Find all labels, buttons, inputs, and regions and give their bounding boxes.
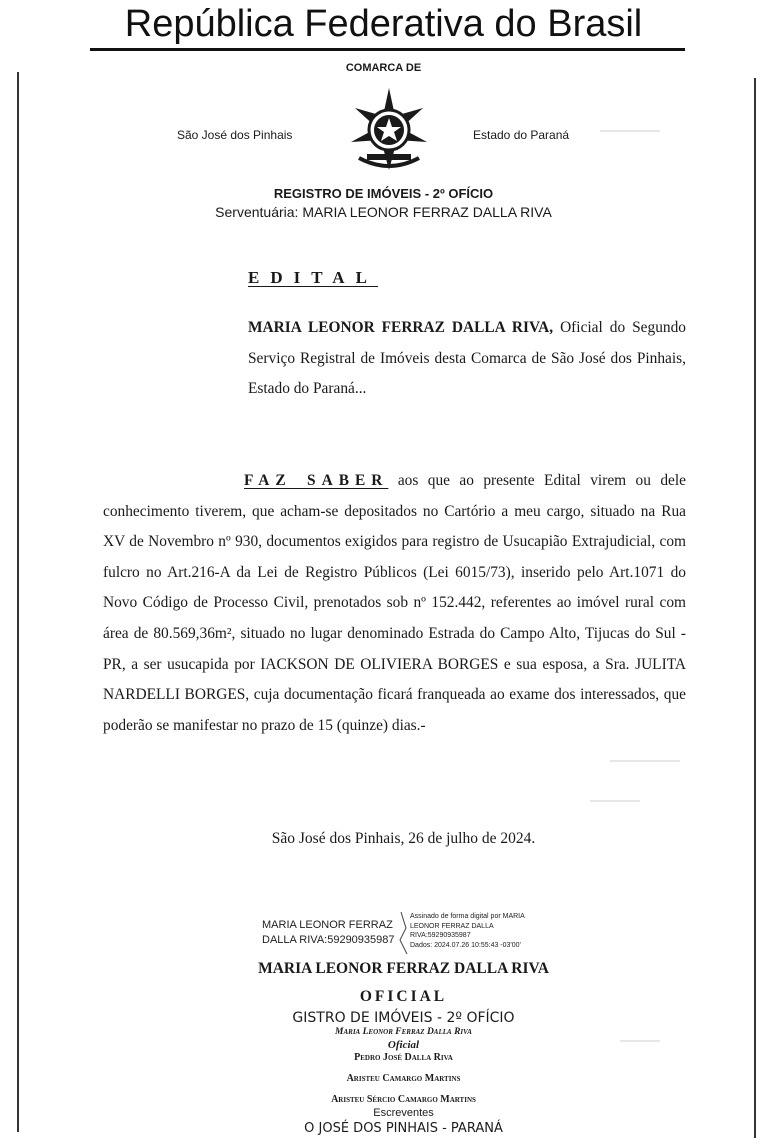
comarca-label: COMARCA DE <box>345 62 422 74</box>
sig-detail-line: Dados: 2024.07.26 10:55:43 -03'00' <box>410 941 521 949</box>
sig-detail-line: Assinado de forma digital por MARIA <box>410 913 525 920</box>
city-name: São José dos Pinhais <box>177 128 293 142</box>
stamp-officer-name: Maria Leonor Ferraz Dalla Riva <box>335 1027 472 1037</box>
date-line: São José dos Pinhais, 26 de julho de 2024. <box>271 830 536 847</box>
stamp-office: GISTRO DE IMÓVEIS - 2º OFÍCIO <box>292 1010 515 1026</box>
intro-text: Oficial do Segundo Serviço Registral de Imóveis desta Comarca de São José dos Pinhais, Estado do Paraná... <box>248 319 686 397</box>
registrar-line: Serventuária: MARIA LEONOR FERRAZ DALLA RIVA <box>215 204 552 220</box>
signer-line-1: MARIA LEONOR FERRAZ <box>262 919 393 931</box>
sig-detail-line: LEONOR FERRAZ DALLA <box>410 922 494 930</box>
sig-detail-line: RIVA:59290935987 <box>410 932 471 939</box>
officer-name: MARIA LEONOR FERRAZ DALLA RIVA <box>258 960 549 977</box>
stamp-clerk-1: Pedro José Dalla Riva <box>354 1052 453 1063</box>
digital-signature-details <box>410 912 525 950</box>
edital-heading: EDITAL <box>248 268 378 287</box>
stamp-clerk-3: Aristeu Sércio Camargo Martins <box>331 1094 476 1105</box>
title-underline <box>90 48 685 51</box>
digital-signer-name <box>262 918 395 948</box>
stamp-city: O JOSÉ DOS PINHAIS - PARANÁ <box>304 1121 503 1136</box>
officer-name-inline: MARIA LEONOR FERRAZ DALLA RIVA, <box>248 319 554 336</box>
coat-of-arms-icon <box>345 86 433 174</box>
scan-noise <box>590 800 640 802</box>
scan-noise <box>610 760 680 762</box>
scan-noise <box>600 130 660 132</box>
document-title: República Federativa do Brasil <box>124 3 643 45</box>
announcement-paragraph <box>103 466 686 741</box>
state-name: Estado do Paraná <box>473 128 570 142</box>
officer-title: OFICIAL <box>359 988 448 1005</box>
stamp-clerks-label: Escreventes <box>373 1107 434 1119</box>
stamp-clerk-2: Aristeu Camargo Martins <box>346 1073 461 1084</box>
stamp-officer-role: Oficial <box>387 1039 420 1051</box>
right-margin-line <box>754 78 756 1138</box>
scan-noise <box>620 1040 660 1042</box>
faz-saber-heading: FAZ SABER <box>244 472 389 489</box>
registry-title: REGISTRO DE IMÓVEIS - 2º OFÍCIO <box>273 186 494 201</box>
intro-paragraph <box>248 313 686 405</box>
signature-stroke-icon <box>397 910 411 956</box>
announcement-text: aos que ao presente Edital virem ou dele conhecimento tiverem, que acham-se depositados no Cartório a meu cargo, situado na Rua XV de Novembro nº 930, documentos exigidos para registro de Usucapião Extrajudicial, com fulcro no Art.216-A da Lei de Registro Públicos (Lei 6015/73), inserido pelo Art.1071 do Novo Código de Processo Civil, prenotados sob nº 152.442, referentes ao imóvel rural com área de 80.569,36m², situado no lugar denominado Estrada do Campo Alto, Tijucas do Sul - PR, a ser usucapida por IACKSON DE OLIVIERA BORGES e sua esposa, a Sra. JULITA NARDELLI BORGES, cuja documentação ficará franqueada ao exame dos interessados, que poderão se manifestar no prazo de 15 (quinze) dias.- <box>103 472 687 734</box>
signer-line-2: DALLA RIVA:59290935987 <box>262 934 395 946</box>
